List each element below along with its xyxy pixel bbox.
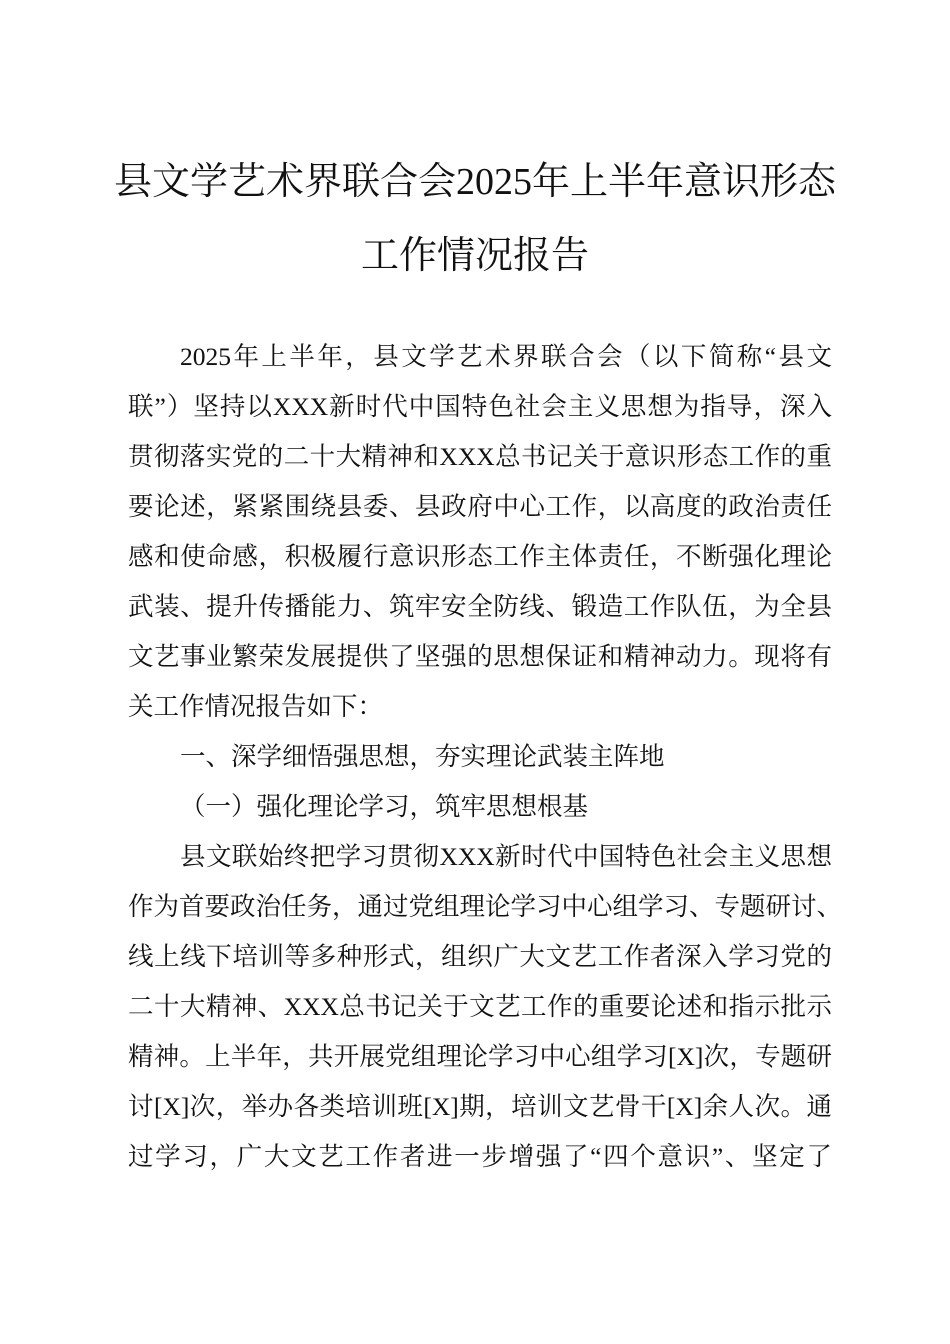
text-line: 关工作情况报告如下： [128,692,384,721]
text-line: 精神。上半年，共开展党组理论学习中心组学习[X]次，专题研 [128,1042,832,1071]
document-body [128,332,843,1182]
text-line: 讨[X]次，举办各类培训班[X]期，培训文艺骨干[X]余人次。通 [128,1092,832,1121]
text-line: 2025年上半年，县文学艺术界联合会（以下简称“县文 [180,342,832,371]
text-line: 作为首要政治任务，通过党组理论学习中心组学习、专题研讨、 [128,892,843,921]
text-line: 线上线下培训等多种形式，组织广大文艺工作者深入学习党的 [128,942,832,971]
document-title-line-1: 县文学艺术界联合会2025年上半年意识形态 [113,161,836,203]
text-line: 县文联始终把学习贯彻XXX新时代中国特色社会主义思想 [180,842,832,871]
text-line: 要论述，紧紧围绕县委、县政府中心工作，以高度的政治责任 [128,492,832,521]
text-line: 过学习，广大文艺工作者进一步增强了“四个意识”、坚定了 [128,1142,832,1171]
text-line: 一、深学细悟强思想，夯实理论武装主阵地 [180,742,665,771]
text-line: 二十大精神、XXX总书记关于文艺工作的重要论述和指示批示 [128,992,832,1021]
text-line: （一）强化理论学习，筑牢思想根基 [180,792,589,821]
text-line: 感和使命感，积极履行意识形态工作主体责任，不断强化理论 [128,542,832,571]
text-line: 武装、提升传播能力、筑牢安全防线、锻造工作队伍，为全县 [128,592,832,621]
document-title-line-2: 工作情况报告 [360,235,589,277]
text-line: 文艺事业繁荣发展提供了坚强的思想保证和精神动力。现将有 [128,642,832,671]
text-line: 贯彻落实党的二十大精神和XXX总书记关于意识形态工作的重 [128,442,832,471]
text-line: 联”）坚持以XXX新时代中国特色社会主义思想为指导，深入 [128,392,832,421]
